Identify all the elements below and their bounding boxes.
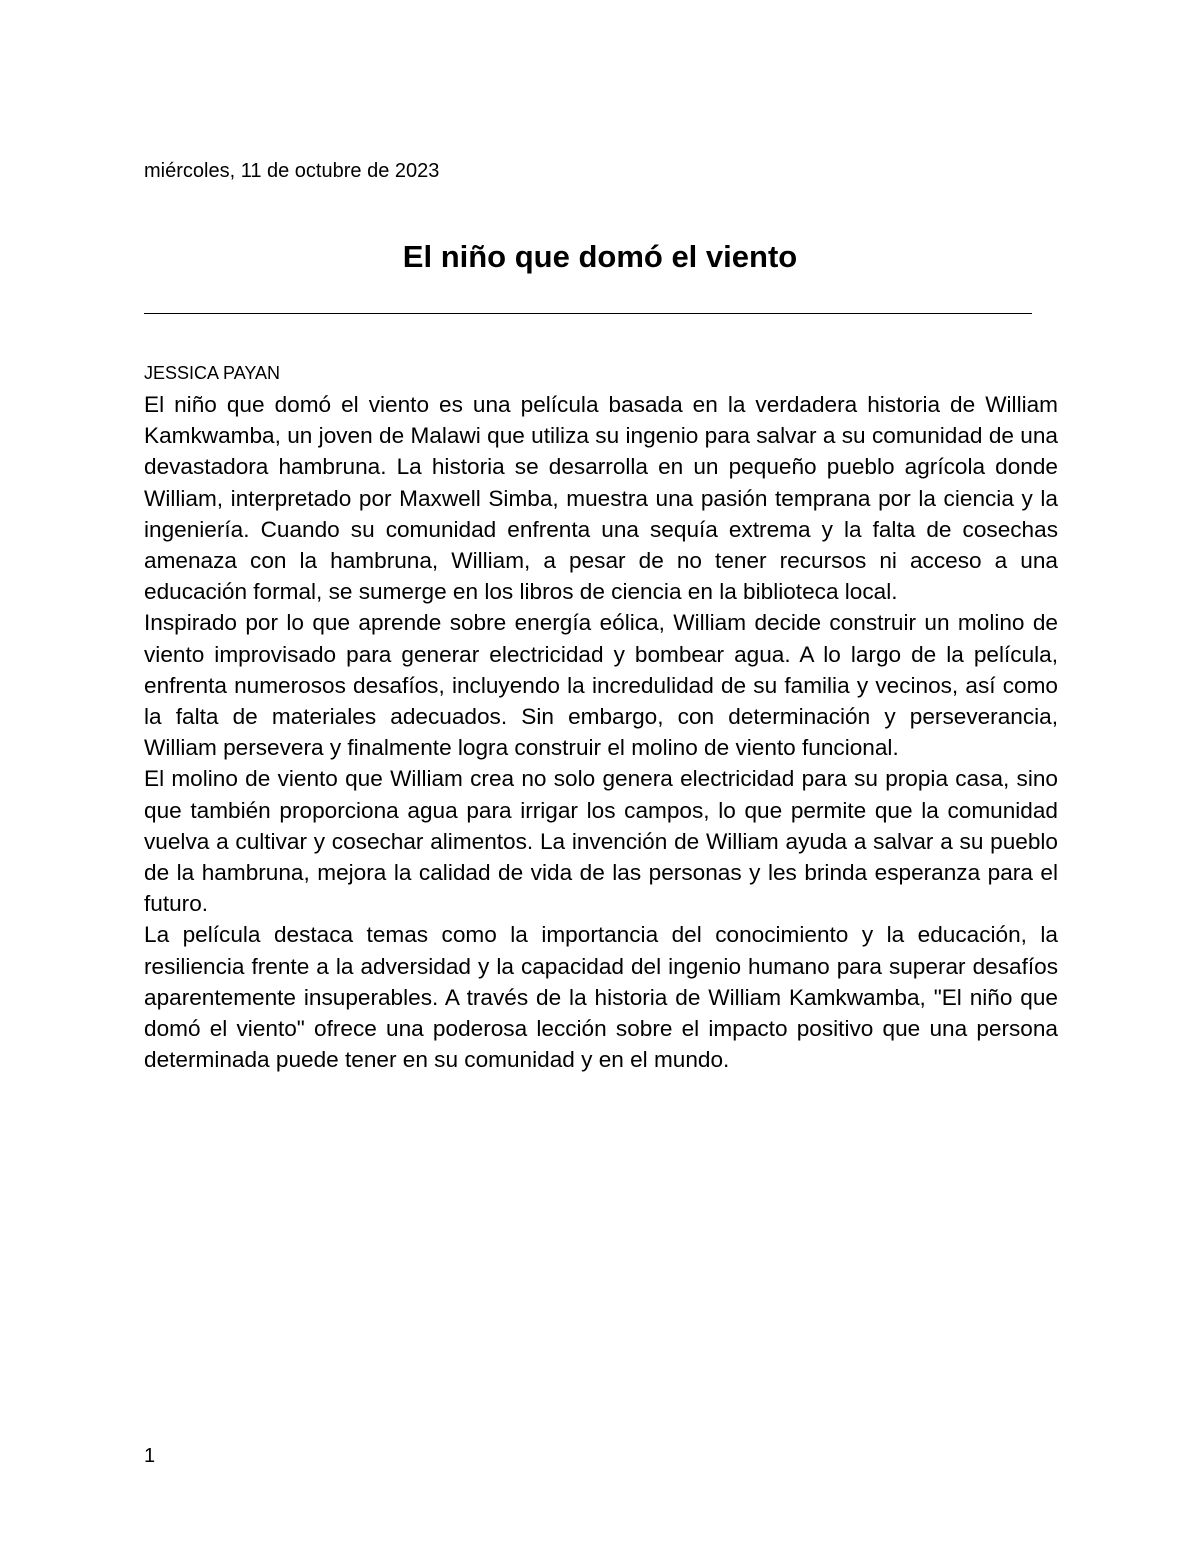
body-paragraph: La película destaca temas como la importancia del conocimiento y la educación, la resiliencia frente a la adversidad y la capacidad del ingenio humano para superar desafíos aparentemente insuperables. A través de la historia de William Kamkwamba, "El niño que domó el viento" ofrece una poderosa lección sobre el impacto positivo que una persona determinada puede tener en su comunidad y en el mundo. — [144, 922, 1058, 1073]
body-paragraph: El molino de viento que William crea no solo genera electricidad para su propia casa, sino que también proporciona agua para irrigar los campos, lo que permite que la comunidad vuelva a cultivar y cosechar alimentos. La invención de William ayuda a salvar a su pueblo de la hambruna, mejora la calidad de vida de las personas y les brinda esperanza para el futuro. — [144, 766, 1058, 917]
document-date: miércoles, 11 de octubre de 2023 — [144, 160, 440, 182]
page-number: 1 — [144, 1445, 156, 1467]
document-title: El niño que domó el viento — [402, 239, 798, 274]
body-paragraph: Inspirado por lo que aprende sobre energía eólica, William decide construir un molino de viento improvisado para generar electricidad y bombear agua. A lo largo de la película, enfrenta numerosos desafíos, incluyendo la incredulidad de su familia y vecinos, así como la falta de materiales adecuados. Sin embargo, con determinación y perseverancia, William persevera y finalmente logra construir el molino de viento funcional. — [144, 610, 1058, 761]
document-body — [144, 389, 1058, 1075]
title-divider — [144, 313, 1032, 314]
author-name: JESSICA PAYAN — [144, 363, 281, 383]
body-paragraph: El niño que domó el viento es una película basada en la verdadera historia de William Kamkwamba, un joven de Malawi que utiliza su ingenio para salvar a su comunidad de una devastadora hambruna. La historia se desarrolla en un pequeño pueblo agrícola donde William, interpretado por Maxwell Simba, muestra una pasión temprana por la ciencia y la ingeniería. Cuando su comunidad enfrenta una sequía extrema y la falta de cosechas amenaza con la hambruna, William, a pesar de no tener recursos ni acceso a una educación formal, se sumerge en los libros de ciencia en la biblioteca local. — [144, 392, 1058, 605]
